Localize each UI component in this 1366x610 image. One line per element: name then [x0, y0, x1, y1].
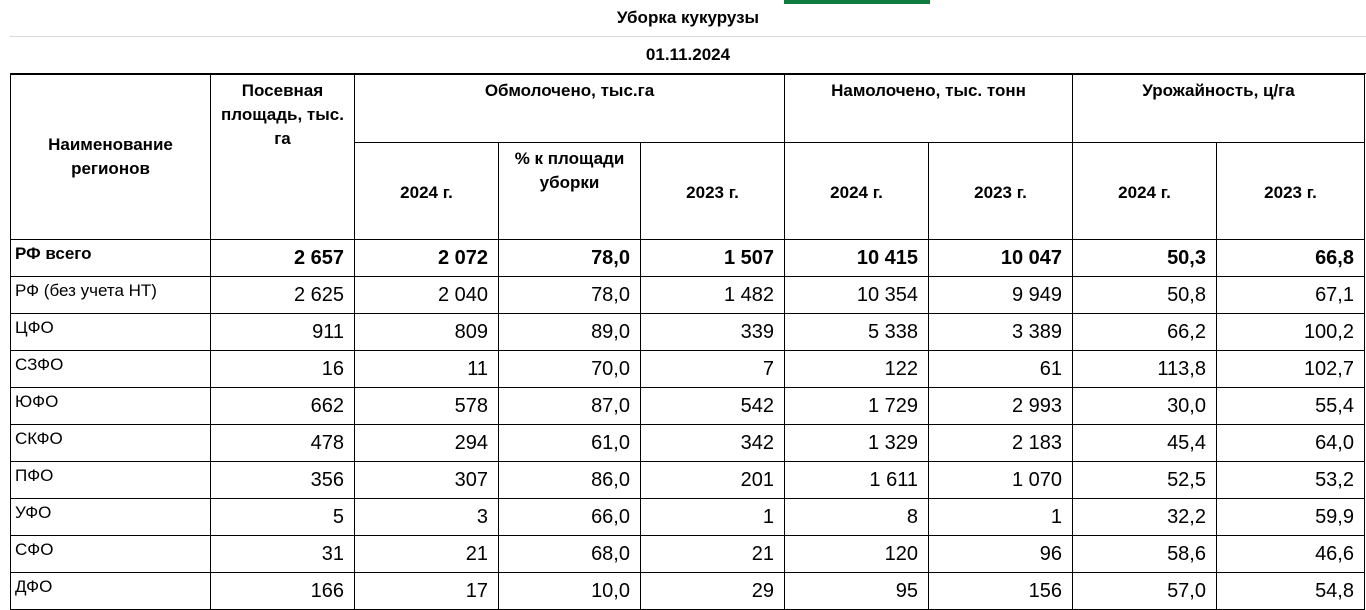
region-name-cell[interactable]: РФ всего: [11, 240, 211, 277]
sheet-title[interactable]: Уборка кукурузы: [616, 8, 760, 27]
cell-har2024[interactable]: 8: [785, 499, 929, 536]
header-threshed[interactable]: Обмолочено, тыс.га: [355, 75, 785, 143]
cell-pct[interactable]: 10,0: [499, 573, 641, 610]
header-row-1: [11, 75, 1365, 143]
region-name-cell[interactable]: ЮФО: [11, 388, 211, 425]
cell-yld2024[interactable]: 45,4: [1073, 425, 1217, 462]
cell-sown[interactable]: 911: [211, 314, 355, 351]
cell-thr2024[interactable]: 294: [355, 425, 499, 462]
cell-pct[interactable]: 86,0: [499, 462, 641, 499]
cell-pct[interactable]: 78,0: [499, 277, 641, 314]
table-row: [11, 499, 1365, 536]
cell-yld2023[interactable]: 59,9: [1217, 499, 1365, 536]
cell-thr2023[interactable]: 1 507: [641, 240, 785, 277]
cell-sown[interactable]: 31: [211, 536, 355, 573]
cell-yld2024[interactable]: 57,0: [1073, 573, 1217, 610]
header-yield-2024[interactable]: 2024 г.: [1073, 143, 1217, 240]
cell-har2023[interactable]: 10 047: [929, 240, 1073, 277]
cell-pct[interactable]: 78,0: [499, 240, 641, 277]
cell-har2023[interactable]: 3 389: [929, 314, 1073, 351]
cell-sown[interactable]: 2 625: [211, 277, 355, 314]
cell-yld2023[interactable]: 102,7: [1217, 351, 1365, 388]
table-row: [11, 314, 1365, 351]
cell-har2024[interactable]: 120: [785, 536, 929, 573]
cell-thr2023[interactable]: 7: [641, 351, 785, 388]
cell-sown[interactable]: 478: [211, 425, 355, 462]
cell-har2023[interactable]: 2 993: [929, 388, 1073, 425]
header-region[interactable]: Наименование регионов: [11, 75, 211, 240]
header-sown-area[interactable]: Посевная площадь, тыс. га: [211, 75, 355, 240]
header-harvested[interactable]: Намолочено, тыс. тонн: [785, 75, 1073, 143]
cell-yld2023[interactable]: 46,6: [1217, 536, 1365, 573]
cell-thr2023[interactable]: 542: [641, 388, 785, 425]
region-name-cell[interactable]: СЗФО: [11, 351, 211, 388]
cell-yld2023[interactable]: 67,1: [1217, 277, 1365, 314]
cell-thr2023[interactable]: 342: [641, 425, 785, 462]
table-row: [11, 425, 1365, 462]
cell-har2023[interactable]: 96: [929, 536, 1073, 573]
cell-yld2024[interactable]: 50,8: [1073, 277, 1217, 314]
cell-thr2024[interactable]: 578: [355, 388, 499, 425]
header-yield[interactable]: Урожайность, ц/га: [1073, 75, 1365, 143]
cell-sown[interactable]: 166: [211, 573, 355, 610]
cell-thr2024[interactable]: 809: [355, 314, 499, 351]
cell-yld2023[interactable]: 100,2: [1217, 314, 1365, 351]
table-row: [11, 277, 1365, 314]
cell-yld2024[interactable]: 50,3: [1073, 240, 1217, 277]
cell-yld2024[interactable]: 32,2: [1073, 499, 1217, 536]
header-threshed-pct[interactable]: % к площади уборки: [499, 143, 641, 240]
cell-har2024[interactable]: 10 415: [785, 240, 929, 277]
cell-har2023[interactable]: 9 949: [929, 277, 1073, 314]
cell-har2024[interactable]: 122: [785, 351, 929, 388]
cell-yld2024[interactable]: 58,6: [1073, 536, 1217, 573]
cell-sown[interactable]: 356: [211, 462, 355, 499]
cell-thr2023[interactable]: 339: [641, 314, 785, 351]
cell-yld2023[interactable]: 55,4: [1217, 388, 1365, 425]
report-date[interactable]: 01.11.2024: [645, 45, 731, 64]
cell-har2023[interactable]: 156: [929, 573, 1073, 610]
cell-har2024[interactable]: 5 338: [785, 314, 929, 351]
cell-yld2023[interactable]: 66,8: [1217, 240, 1365, 277]
region-name-cell[interactable]: РФ (без учета НТ): [11, 277, 211, 314]
cell-yld2023[interactable]: 54,8: [1217, 573, 1365, 610]
cell-har2024[interactable]: 95: [785, 573, 929, 610]
cell-thr2024[interactable]: 11: [355, 351, 499, 388]
cell-thr2023[interactable]: 29: [641, 573, 785, 610]
region-name-cell[interactable]: СКФО: [11, 425, 211, 462]
cell-sown[interactable]: 2 657: [211, 240, 355, 277]
cell-pct[interactable]: 89,0: [499, 314, 641, 351]
cell-thr2024[interactable]: 307: [355, 462, 499, 499]
region-name-cell[interactable]: ЦФО: [11, 314, 211, 351]
cell-sown[interactable]: 5: [211, 499, 355, 536]
cell-har2024[interactable]: 1 611: [785, 462, 929, 499]
cell-thr2023[interactable]: 201: [641, 462, 785, 499]
cell-har2024[interactable]: 10 354: [785, 277, 929, 314]
cell-har2023[interactable]: 1: [929, 499, 1073, 536]
cell-pct[interactable]: 66,0: [499, 499, 641, 536]
cell-pct[interactable]: 70,0: [499, 351, 641, 388]
cell-sown[interactable]: 16: [211, 351, 355, 388]
cell-yld2023[interactable]: 64,0: [1217, 425, 1365, 462]
cell-thr2024[interactable]: 3: [355, 499, 499, 536]
cell-yld2024[interactable]: 113,8: [1073, 351, 1217, 388]
cell-thr2024[interactable]: 17: [355, 573, 499, 610]
table-row: [11, 536, 1365, 573]
table-row: [11, 388, 1365, 425]
header-threshed-2023[interactable]: 2023 г.: [641, 143, 785, 240]
cell-yld2023[interactable]: 53,2: [1217, 462, 1365, 499]
cell-har2024[interactable]: 1 729: [785, 388, 929, 425]
table-row: [11, 240, 1365, 277]
cell-thr2023[interactable]: 1: [641, 499, 785, 536]
cell-thr2024[interactable]: 2 072: [355, 240, 499, 277]
cell-har2023[interactable]: 61: [929, 351, 1073, 388]
cell-yld2024[interactable]: 52,5: [1073, 462, 1217, 499]
cell-thr2023[interactable]: 21: [641, 536, 785, 573]
cell-pct[interactable]: 87,0: [499, 388, 641, 425]
cell-thr2024[interactable]: 2 040: [355, 277, 499, 314]
region-name-cell[interactable]: УФО: [11, 499, 211, 536]
cell-thr2024[interactable]: 21: [355, 536, 499, 573]
header-yield-2023[interactable]: 2023 г.: [1217, 143, 1365, 240]
header-harvested-2024[interactable]: 2024 г.: [785, 143, 929, 240]
cell-har2023[interactable]: 2 183: [929, 425, 1073, 462]
cell-pct[interactable]: 68,0: [499, 536, 641, 573]
cell-har2023[interactable]: 1 070: [929, 462, 1073, 499]
table-row: [11, 573, 1365, 610]
header-harvested-2023[interactable]: 2023 г.: [929, 143, 1073, 240]
cell-yld2024[interactable]: 30,0: [1073, 388, 1217, 425]
cell-yld2024[interactable]: 66,2: [1073, 314, 1217, 351]
cell-thr2023[interactable]: 1 482: [641, 277, 785, 314]
table-row: [11, 462, 1365, 499]
region-name-cell[interactable]: СФО: [11, 536, 211, 573]
cell-sown[interactable]: 662: [211, 388, 355, 425]
cell-pct[interactable]: 61,0: [499, 425, 641, 462]
table-row: [11, 351, 1365, 388]
harvest-table: [10, 74, 1365, 610]
region-name-cell[interactable]: ПФО: [11, 462, 211, 499]
cell-har2024[interactable]: 1 329: [785, 425, 929, 462]
header-threshed-2024[interactable]: 2024 г.: [355, 143, 499, 240]
region-name-cell[interactable]: ДФО: [11, 573, 211, 610]
